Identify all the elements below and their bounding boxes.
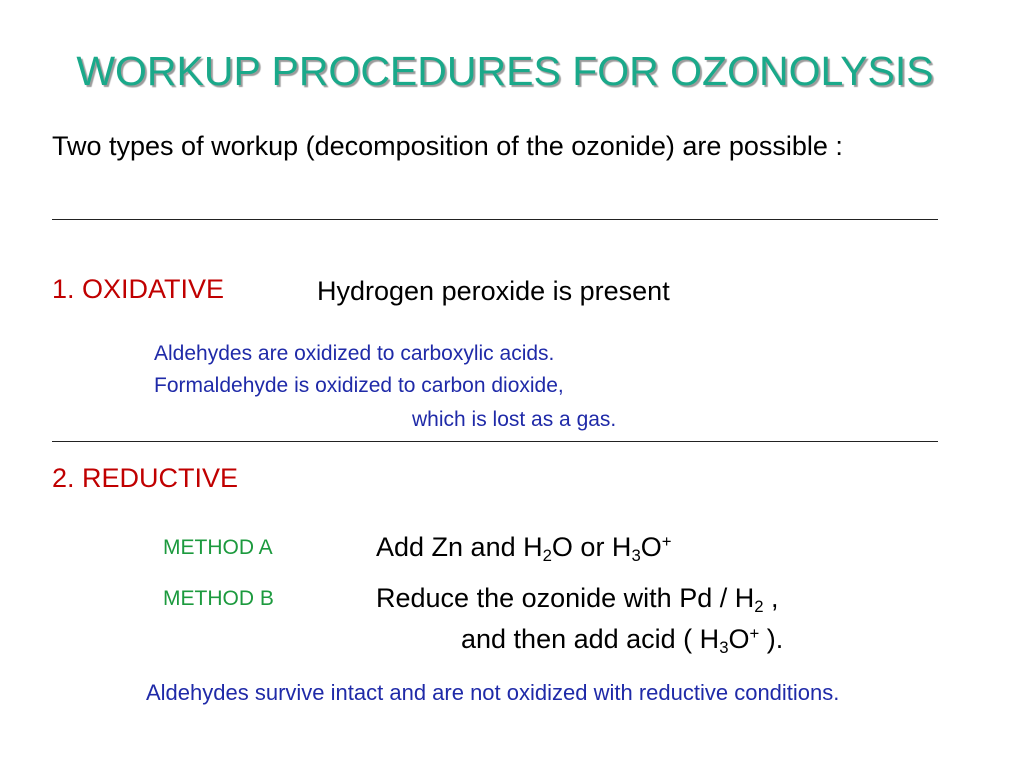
method-b-line-1 [376, 583, 779, 617]
method-b-line1-text: Reduce the ozonide with Pd / H [376, 583, 755, 613]
reductive-label: 2. REDUCTIVE [52, 463, 239, 493]
method-a-text [376, 531, 672, 566]
method-b-line-2 [461, 623, 784, 658]
oxidative-note-1: Aldehydes are oxidized to carboxylic acids. [154, 342, 555, 365]
divider-bottom [52, 441, 938, 442]
oxidative-note-3: which is lost as a gas. [412, 408, 617, 431]
method-b-line2-sub: 3 [719, 638, 729, 658]
method-a-sup-plus: + [661, 531, 672, 551]
method-a-text-o: O [640, 532, 662, 562]
method-b-line2-start: and then add acid ( H [461, 624, 720, 654]
oxidative-label: 1. OXIDATIVE [52, 274, 225, 304]
method-b-line2-end: ). [759, 624, 784, 654]
method-a-text-mid: O or H [551, 532, 632, 562]
method-a-sub-2: 3 [631, 546, 641, 566]
method-b-line1-end: , [763, 583, 779, 613]
method-a-label: METHOD A [163, 536, 273, 559]
reductive-note: Aldehydes survive intact and are not oxidized with reductive conditions. [146, 680, 840, 705]
oxidative-note-2: Formaldehyde is oxidized to carbon dioxide, [154, 374, 564, 397]
method-a-sub-1: 2 [542, 546, 552, 566]
oxidative-description: Hydrogen peroxide is present [317, 276, 670, 306]
slide-title: WORKUP PROCEDURES FOR OZONOLYSIS [76, 48, 934, 94]
method-b-line2-sup: + [749, 623, 760, 643]
method-b-label: METHOD B [163, 587, 274, 610]
method-a-text-add: Add Zn and H [376, 532, 543, 562]
divider-top [52, 219, 938, 220]
method-b-line2-o: O [728, 624, 750, 654]
method-b-line1-sub: 2 [754, 597, 764, 617]
intro-text: Two types of workup (decomposition of the ozonide) are possible : [52, 131, 843, 161]
